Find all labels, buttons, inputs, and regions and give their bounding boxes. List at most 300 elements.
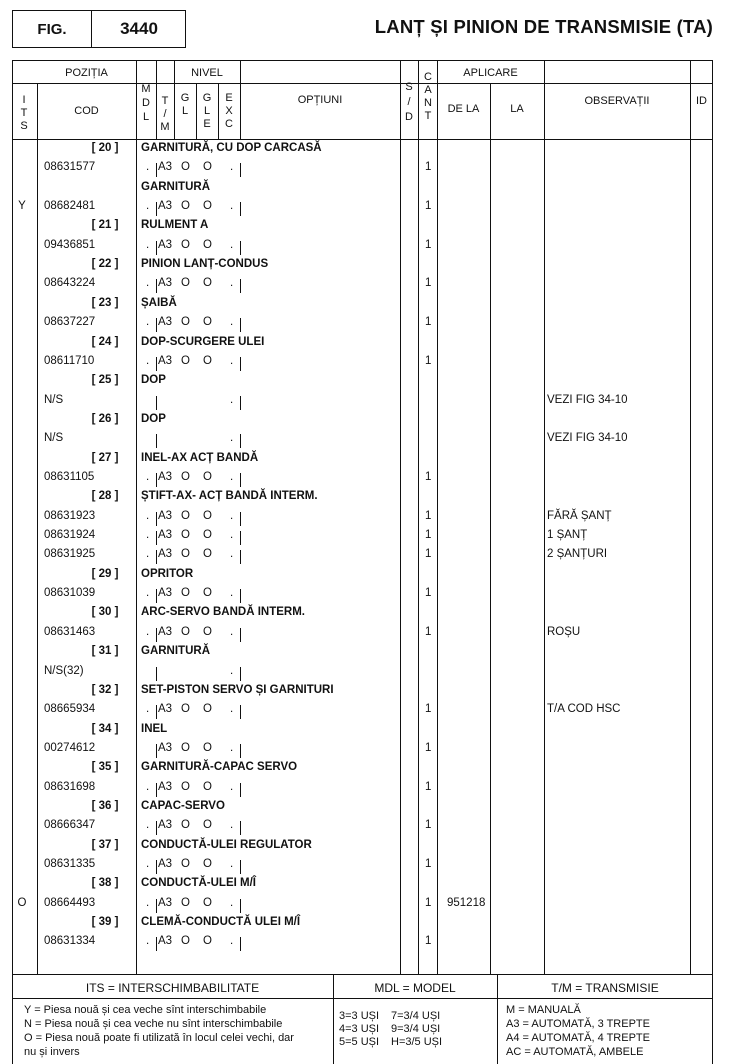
level-gl: O bbox=[181, 161, 190, 174]
legend-its-line: nu și invers bbox=[24, 1046, 80, 1058]
level-exc: . bbox=[230, 703, 234, 716]
observation: ROȘU bbox=[547, 625, 581, 638]
table-row bbox=[0, 858, 731, 877]
header-aplicare: APLICARE bbox=[463, 67, 518, 79]
level-gle: O bbox=[203, 161, 212, 174]
part-code: 08664493 bbox=[44, 896, 96, 909]
level-exc: . bbox=[230, 393, 234, 406]
legend-its-line: O = Piesa nouă poate fi utilizată în locul celei vechi, dar bbox=[24, 1032, 294, 1044]
its-code: O bbox=[17, 896, 27, 909]
level-exc: . bbox=[230, 432, 234, 445]
table-row bbox=[0, 200, 731, 219]
part-code: N/S(32) bbox=[44, 664, 84, 677]
header-gl: G L bbox=[180, 92, 190, 117]
table-row bbox=[0, 239, 731, 258]
level-gl: O bbox=[181, 238, 190, 251]
table-row bbox=[0, 897, 731, 916]
level-gle: O bbox=[203, 277, 212, 290]
part-description: DOP-SCURGERE ULEI bbox=[141, 335, 265, 348]
entry-header bbox=[0, 877, 731, 896]
level-gle: O bbox=[203, 529, 212, 541]
mdl-value: . bbox=[146, 625, 150, 638]
quantity: 1 bbox=[425, 238, 432, 251]
header-de-la: DE LA bbox=[447, 103, 480, 115]
mdl-value: . bbox=[146, 238, 150, 251]
position-number: [ 24 ] bbox=[91, 335, 119, 348]
quantity: 1 bbox=[425, 200, 432, 212]
part-code: 08637227 bbox=[44, 316, 96, 329]
part-code: 08631335 bbox=[44, 858, 96, 870]
tm-separator bbox=[156, 357, 157, 371]
part-code: 08631105 bbox=[44, 471, 95, 483]
part-description: INEL bbox=[141, 722, 168, 735]
part-description: CONDUCTĂ-ULEI M/Î bbox=[141, 877, 256, 890]
entry-header bbox=[0, 490, 731, 509]
header-sd: S / D bbox=[405, 81, 413, 123]
entry-header bbox=[0, 413, 731, 432]
part-description: ȘAIBĂ bbox=[141, 296, 177, 309]
table-row bbox=[0, 703, 731, 722]
options-separator bbox=[240, 860, 241, 874]
level-gl: O bbox=[181, 587, 190, 600]
transmission-type: A3 bbox=[158, 316, 173, 329]
legend-mdl-item: 9=3/4 UȘI bbox=[391, 1023, 441, 1035]
part-code: 08611710 bbox=[44, 354, 95, 367]
level-gl: O bbox=[181, 935, 190, 948]
part-code: 08631577 bbox=[44, 161, 96, 174]
options-separator bbox=[240, 628, 241, 642]
col-line-gle bbox=[218, 84, 219, 139]
level-gl: O bbox=[181, 703, 190, 716]
level-exc: . bbox=[230, 587, 234, 600]
transmission-type: A3 bbox=[158, 529, 173, 541]
mdl-value: . bbox=[146, 471, 150, 483]
part-description: GARNITURĂ bbox=[141, 180, 210, 193]
quantity: 1 bbox=[425, 703, 432, 716]
level-gl: O bbox=[181, 200, 190, 212]
quantity: 1 bbox=[425, 819, 432, 832]
tm-separator bbox=[156, 473, 157, 487]
figure-box bbox=[12, 10, 186, 48]
level-gl: O bbox=[181, 316, 190, 329]
entry-header bbox=[0, 336, 731, 355]
tm-separator bbox=[156, 937, 157, 951]
quantity: 1 bbox=[425, 780, 432, 793]
part-description: DOP bbox=[141, 412, 166, 425]
level-exc: . bbox=[230, 896, 234, 909]
mdl-value: . bbox=[146, 780, 150, 793]
header-bottom-line bbox=[12, 139, 713, 140]
level-gl: O bbox=[181, 819, 190, 832]
position-number: [ 29 ] bbox=[91, 567, 119, 580]
entry-header bbox=[0, 258, 731, 277]
part-description: CAPAC-SERVO bbox=[141, 799, 225, 812]
level-gle: O bbox=[203, 200, 212, 212]
level-exc: . bbox=[230, 161, 234, 174]
level-exc: . bbox=[230, 238, 234, 251]
entry-header bbox=[0, 606, 731, 625]
mdl-value: . bbox=[146, 819, 150, 832]
quantity: 1 bbox=[425, 509, 432, 522]
options-separator bbox=[240, 821, 241, 835]
level-exc: . bbox=[230, 741, 234, 754]
header-pozitia: POZIȚIA bbox=[65, 67, 108, 79]
entry-header bbox=[0, 723, 731, 742]
entry-header bbox=[0, 219, 731, 238]
legend-mdl-item: 5=5 UȘI bbox=[339, 1036, 380, 1048]
entry-header bbox=[0, 142, 731, 161]
entry-header bbox=[0, 568, 731, 587]
entry-header bbox=[0, 297, 731, 316]
legend-top-line bbox=[12, 974, 713, 975]
table-row bbox=[0, 432, 731, 451]
quantity: 1 bbox=[425, 316, 432, 329]
observation: VEZI FIG 34-10 bbox=[547, 393, 628, 406]
header-optiuni: OPȚIUNI bbox=[297, 94, 343, 106]
position-number: [ 39 ] bbox=[91, 916, 119, 928]
legend-tm-item: A4 = AUTOMATĂ, 4 TREPTE bbox=[506, 1032, 650, 1044]
quantity: 1 bbox=[425, 625, 432, 638]
observation: T/A COD HSC bbox=[547, 703, 621, 716]
table-row bbox=[0, 781, 731, 800]
quantity: 1 bbox=[425, 548, 432, 561]
part-code: 08631698 bbox=[44, 780, 96, 793]
options-separator bbox=[240, 512, 241, 526]
level-gl: O bbox=[181, 780, 190, 793]
quantity: 1 bbox=[425, 161, 432, 174]
transmission-type: A3 bbox=[158, 625, 173, 638]
level-gle: O bbox=[203, 703, 212, 716]
level-exc: . bbox=[230, 664, 234, 677]
mdl-value: . bbox=[146, 587, 150, 600]
level-exc: . bbox=[230, 277, 234, 290]
tm-separator bbox=[156, 667, 157, 681]
part-description: GARNITURĂ, CU DOP CARCASĂ bbox=[141, 142, 322, 154]
legend-its-title: ITS = INTERSCHIMBABILITATE bbox=[85, 981, 260, 995]
transmission-type: A3 bbox=[158, 896, 173, 909]
part-code: 09436851 bbox=[44, 238, 96, 251]
level-exc: . bbox=[230, 529, 234, 541]
entry-header bbox=[0, 684, 731, 703]
level-gle: O bbox=[203, 238, 212, 251]
level-gl: O bbox=[181, 277, 190, 290]
transmission-type: A3 bbox=[158, 238, 173, 251]
header-exc: E X C bbox=[225, 92, 233, 130]
table-row bbox=[0, 510, 731, 529]
tm-separator bbox=[156, 396, 157, 410]
position-number: [ 31 ] bbox=[91, 645, 119, 658]
position-number: [ 37 ] bbox=[91, 838, 119, 851]
part-code: 08643224 bbox=[44, 277, 96, 290]
quantity: 1 bbox=[425, 354, 432, 367]
position-number: [ 27 ] bbox=[91, 451, 119, 464]
position-number: [ 20 ] bbox=[91, 142, 119, 154]
quantity: 1 bbox=[425, 858, 432, 870]
level-gl: O bbox=[181, 529, 190, 541]
position-number: [ 26 ] bbox=[91, 412, 119, 425]
legend-mdl-item: H=3/5 UȘI bbox=[391, 1036, 443, 1048]
table-row bbox=[0, 471, 731, 490]
options-separator bbox=[240, 241, 241, 255]
header-la: LA bbox=[510, 103, 524, 115]
quantity: 1 bbox=[425, 529, 432, 541]
mdl-value: . bbox=[146, 548, 150, 561]
observation: 1 ȘANȚ bbox=[547, 529, 588, 541]
mdl-value: . bbox=[146, 161, 150, 174]
options-separator bbox=[240, 434, 241, 448]
part-code: 08666347 bbox=[44, 819, 96, 832]
level-gle: O bbox=[203, 935, 212, 948]
options-separator bbox=[240, 318, 241, 332]
tm-separator bbox=[156, 744, 157, 758]
its-code: Y bbox=[18, 200, 26, 212]
table-row bbox=[0, 548, 731, 567]
legend-sub-line bbox=[12, 998, 713, 999]
part-description: DOP bbox=[141, 374, 166, 387]
level-gle: O bbox=[203, 625, 212, 638]
level-gle: O bbox=[203, 780, 212, 793]
tm-separator bbox=[156, 434, 157, 448]
mdl-value: . bbox=[146, 529, 150, 541]
position-number: [ 32 ] bbox=[91, 683, 119, 696]
entry-header bbox=[0, 761, 731, 780]
col-line-gl bbox=[196, 84, 197, 139]
header-mdl: M D L bbox=[141, 83, 151, 123]
part-description: RULMENT A bbox=[141, 219, 209, 232]
legend-tm-title: T/M = TRANSMISIE bbox=[551, 981, 659, 995]
position-number: [ 28 ] bbox=[91, 490, 119, 503]
part-code: 08631039 bbox=[44, 587, 96, 600]
level-gle: O bbox=[203, 858, 212, 870]
legend-tm-item: AC = AUTOMATĂ, AMBELE bbox=[506, 1046, 644, 1058]
options-separator bbox=[240, 202, 241, 216]
legend-tm-item: M = MANUALĂ bbox=[506, 1004, 581, 1016]
options-separator bbox=[240, 357, 241, 371]
tm-separator bbox=[156, 628, 157, 642]
entry-header bbox=[0, 452, 731, 471]
position-number: [ 35 ] bbox=[91, 761, 119, 774]
options-separator bbox=[240, 531, 241, 545]
options-separator bbox=[240, 899, 241, 913]
level-gle: O bbox=[203, 509, 212, 522]
mdl-value: . bbox=[146, 896, 150, 909]
part-description: ARC-SERVO BANDĂ INTERM. bbox=[141, 606, 305, 619]
level-gl: O bbox=[181, 858, 190, 870]
transmission-type: A3 bbox=[158, 587, 173, 600]
quantity: 1 bbox=[425, 935, 432, 948]
tm-separator bbox=[156, 512, 157, 526]
position-number: [ 36 ] bbox=[91, 799, 119, 812]
tm-separator bbox=[156, 860, 157, 874]
position-number: [ 22 ] bbox=[91, 258, 119, 271]
level-exc: . bbox=[230, 935, 234, 948]
level-exc: . bbox=[230, 858, 234, 870]
header-subdivider-left bbox=[12, 83, 713, 84]
quantity: 1 bbox=[425, 277, 432, 290]
entry-header bbox=[0, 645, 731, 664]
table-row bbox=[0, 665, 731, 684]
mdl-value: . bbox=[146, 277, 150, 290]
figure-label: FIG. bbox=[37, 20, 67, 38]
tm-separator bbox=[156, 531, 157, 545]
tm-separator bbox=[156, 821, 157, 835]
position-number: [ 38 ] bbox=[91, 877, 119, 890]
table-row bbox=[0, 626, 731, 645]
quantity: 1 bbox=[425, 896, 432, 909]
part-code: 08631334 bbox=[44, 935, 96, 948]
transmission-type: A3 bbox=[158, 935, 173, 948]
position-number: [ 21 ] bbox=[91, 219, 119, 232]
part-code: N/S bbox=[44, 393, 64, 406]
options-separator bbox=[240, 937, 241, 951]
quantity: 1 bbox=[425, 471, 432, 483]
mdl-value: . bbox=[146, 200, 150, 212]
level-gl: O bbox=[181, 548, 190, 561]
entry-header bbox=[0, 839, 731, 858]
legend-its-line: N = Piesa nouă și cea veche nu sînt interschimbabile bbox=[24, 1018, 283, 1030]
level-exc: . bbox=[230, 471, 234, 483]
mdl-value: . bbox=[146, 509, 150, 522]
observation: FĂRĂ ȘANȚ bbox=[547, 509, 612, 522]
part-code: 08631925 bbox=[44, 548, 96, 561]
legend-mdl-item: 4=3 UȘI bbox=[339, 1023, 380, 1035]
figure-number: 3440 bbox=[120, 19, 158, 38]
part-code: 08631924 bbox=[44, 529, 96, 541]
level-exc: . bbox=[230, 354, 234, 367]
header-cod: COD bbox=[74, 105, 99, 117]
table-row bbox=[0, 161, 731, 180]
transmission-type: A3 bbox=[158, 161, 173, 174]
quantity: 1 bbox=[425, 587, 432, 600]
options-separator bbox=[240, 550, 241, 564]
options-separator bbox=[240, 279, 241, 293]
header-id: ID bbox=[696, 95, 707, 107]
level-gle: O bbox=[203, 896, 212, 909]
header-its: I T S bbox=[20, 94, 28, 132]
level-exc: . bbox=[230, 780, 234, 793]
header-gle: G L E bbox=[202, 92, 212, 130]
tm-separator bbox=[156, 783, 157, 797]
level-gl: O bbox=[181, 896, 190, 909]
level-exc: . bbox=[230, 200, 234, 212]
header-nivel: NIVEL bbox=[191, 67, 223, 79]
transmission-type: A3 bbox=[158, 354, 173, 367]
part-description: CLEMĂ-CONDUCTĂ ULEI M/Î bbox=[141, 916, 301, 928]
part-description: INEL-AX ACȚ BANDĂ bbox=[141, 451, 259, 464]
options-separator bbox=[240, 163, 241, 177]
entry-header bbox=[0, 374, 731, 393]
options-separator bbox=[240, 744, 241, 758]
tm-separator bbox=[156, 705, 157, 719]
position-number: [ 23 ] bbox=[91, 296, 119, 309]
part-code: 08682481 bbox=[44, 200, 96, 212]
observation: VEZI FIG 34-10 bbox=[547, 432, 628, 445]
level-gle: O bbox=[203, 741, 212, 754]
table-row bbox=[0, 316, 731, 335]
col-line-mdl bbox=[156, 60, 157, 139]
entry-header bbox=[0, 181, 731, 200]
level-gl: O bbox=[181, 471, 190, 483]
quantity: 1 bbox=[425, 741, 432, 754]
applies-from: 951218 bbox=[447, 896, 486, 909]
transmission-type: A3 bbox=[158, 509, 173, 522]
part-description: GARNITURĂ-CAPAC SERVO bbox=[141, 761, 298, 774]
tm-separator bbox=[156, 589, 157, 603]
part-code: 08665934 bbox=[44, 703, 96, 716]
position-number: [ 30 ] bbox=[91, 606, 119, 619]
legend-mdl-item: 7=3/4 UȘI bbox=[391, 1010, 441, 1022]
page-title: LANȚ ȘI PINION DE TRANSMISIE (TA) bbox=[374, 16, 713, 37]
table-row bbox=[0, 394, 731, 413]
header-tm: T / M bbox=[160, 95, 170, 133]
table-row bbox=[0, 819, 731, 838]
tm-separator bbox=[156, 318, 157, 332]
position-number: [ 34 ] bbox=[91, 722, 119, 735]
legend-mdl-item: 3=3 UȘI bbox=[339, 1010, 380, 1022]
mdl-value: . bbox=[146, 858, 150, 870]
options-separator bbox=[240, 396, 241, 410]
tm-separator bbox=[156, 241, 157, 255]
tm-separator bbox=[156, 163, 157, 177]
transmission-type: A3 bbox=[158, 741, 173, 754]
legend-mdl-title: MDL = MODEL bbox=[374, 981, 456, 995]
table-row bbox=[0, 935, 731, 954]
legend-its-line: Y = Piesa nouă și cea veche sînt interschimbabile bbox=[24, 1004, 267, 1016]
legend-tm-item: A3 = AUTOMATĂ, 3 TREPTE bbox=[506, 1018, 650, 1030]
transmission-type: A3 bbox=[158, 858, 173, 870]
entry-header bbox=[0, 916, 731, 935]
level-gl: O bbox=[181, 741, 190, 754]
level-gle: O bbox=[203, 587, 212, 600]
level-exc: . bbox=[230, 625, 234, 638]
transmission-type: A3 bbox=[158, 703, 173, 716]
options-separator bbox=[240, 705, 241, 719]
level-gle: O bbox=[203, 548, 212, 561]
level-exc: . bbox=[230, 819, 234, 832]
tm-separator bbox=[156, 279, 157, 293]
part-code: 00274612 bbox=[44, 741, 96, 754]
transmission-type: A3 bbox=[158, 548, 173, 561]
tm-separator bbox=[156, 202, 157, 216]
table-row bbox=[0, 742, 731, 761]
position-number: [ 25 ] bbox=[91, 374, 119, 387]
table-row bbox=[0, 277, 731, 296]
part-code: 08631463 bbox=[44, 625, 96, 638]
options-separator bbox=[240, 473, 241, 487]
tm-separator bbox=[156, 550, 157, 564]
transmission-type: A3 bbox=[158, 277, 173, 290]
transmission-type: A3 bbox=[158, 819, 173, 832]
part-description: SET-PISTON SERVO ȘI GARNITURI bbox=[141, 683, 334, 696]
part-code: 08631923 bbox=[44, 509, 96, 522]
entry-header bbox=[0, 800, 731, 819]
level-gl: O bbox=[181, 509, 190, 522]
level-exc: . bbox=[230, 509, 234, 522]
tm-separator bbox=[156, 899, 157, 913]
part-code: N/S bbox=[44, 432, 64, 445]
table-row bbox=[0, 529, 731, 548]
mdl-value: . bbox=[146, 703, 150, 716]
table-row bbox=[0, 355, 731, 374]
level-gle: O bbox=[203, 316, 212, 329]
part-description: PINION LANȚ-CONDUS bbox=[141, 258, 269, 271]
transmission-type: A3 bbox=[158, 471, 173, 483]
options-separator bbox=[240, 783, 241, 797]
level-gle: O bbox=[203, 354, 212, 367]
part-description: ȘTIFT-AX- ACȚ BANDĂ INTERM. bbox=[141, 490, 318, 503]
level-gl: O bbox=[181, 625, 190, 638]
transmission-type: A3 bbox=[158, 200, 173, 212]
